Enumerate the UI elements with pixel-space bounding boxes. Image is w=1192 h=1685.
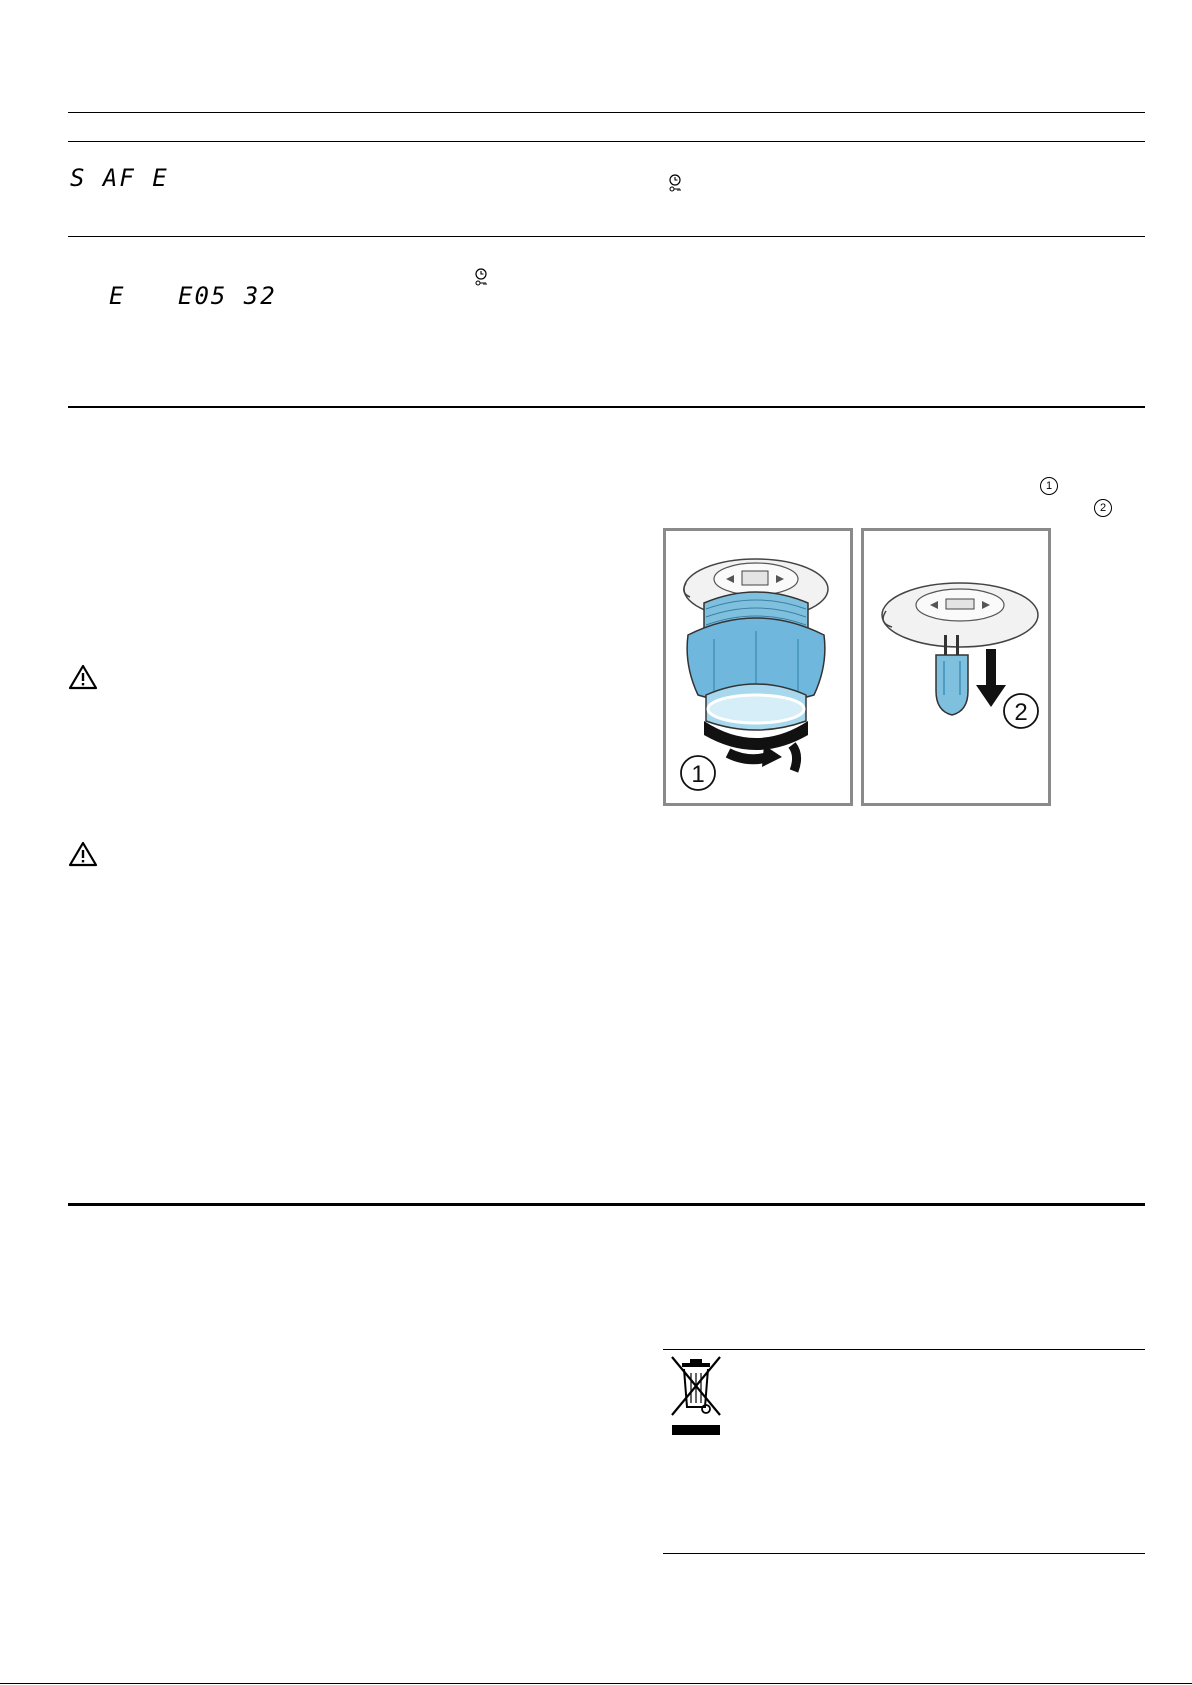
figure-panel-remove-bulb	[861, 528, 1051, 806]
callout-1: 1	[1040, 477, 1058, 495]
page-bottom-rule	[0, 1683, 1192, 1684]
callout-2: 2	[1094, 499, 1112, 517]
display-code-safe: S AF E	[70, 164, 169, 192]
crossed-out-bin-icon	[668, 1353, 724, 1439]
figure-panel-unscrew-cover	[663, 528, 853, 806]
clock-key-icon	[474, 268, 488, 288]
disposal-box-top-rule	[663, 1349, 1145, 1350]
warning-triangle-icon	[68, 664, 98, 690]
table-top-rule	[68, 112, 1145, 113]
figure-label-1: 1	[691, 761, 705, 788]
table-row-rule	[68, 236, 1145, 237]
display-code-e0532: E05 32	[178, 282, 277, 310]
clock-key-icon	[668, 174, 682, 194]
table-header-rule	[68, 141, 1145, 142]
disposal-box-bottom-rule	[663, 1553, 1145, 1554]
table-bottom-rule	[68, 406, 1145, 408]
display-code-e: E	[109, 282, 126, 310]
figure-label-2: 2	[1014, 699, 1028, 726]
warning-triangle-icon	[68, 841, 98, 867]
section-divider	[68, 1203, 1145, 1206]
